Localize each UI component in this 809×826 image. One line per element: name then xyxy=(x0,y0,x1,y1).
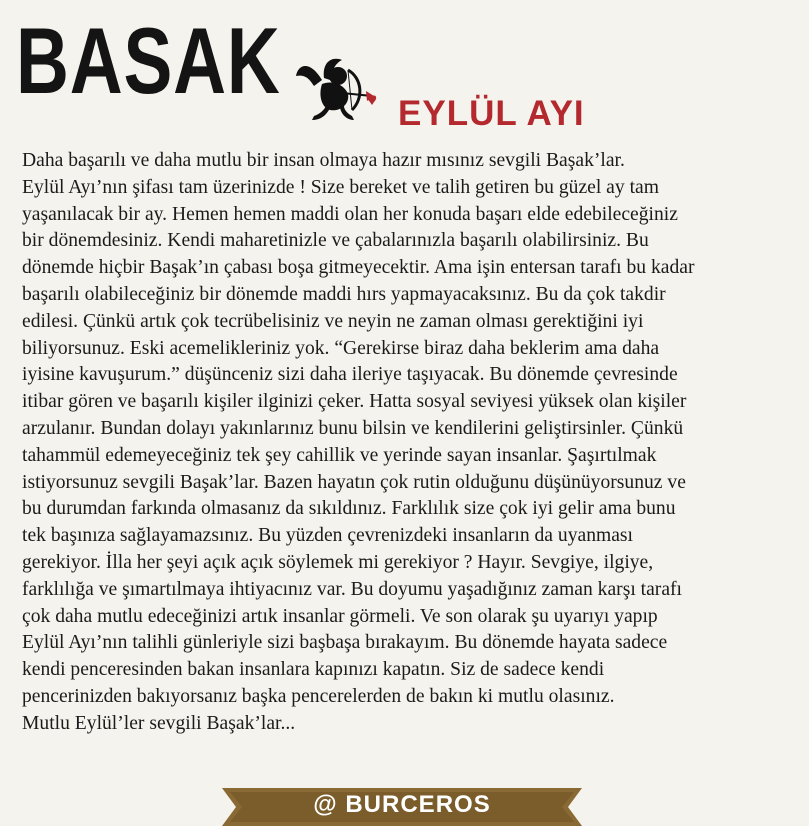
text-line: Mutlu Eylül’ler sevgili Başak’lar... xyxy=(22,712,296,734)
text-line: bu durumdan farkında olmasanız da sıkıldınız. Farklılık size çok iyi gelir ama bunu xyxy=(22,498,676,520)
text-line: gerekiyor. İlla her şeyi açık açık söylemek mi gerekiyor ? Hayır. Sevgiye, ilgiye, xyxy=(22,551,654,573)
text-line: dönemde hiçbir Başak’ın çabası boşa gitmeyecektir. Ama işin entersan tarafı bu kadar xyxy=(22,257,695,279)
page-subtitle: EYLÜL AYI xyxy=(398,94,585,133)
text-line: Eylül Ayı’nın talihli günleriyle sizi başbaşa bırakayım. Bu dönemde hayata sadece xyxy=(22,632,668,654)
text-line: itibar gören ve başarılı kişiler ilginizi çeker. Hatta sosyal seviyesi yüksek olan kişiler xyxy=(22,391,687,413)
cupid-icon xyxy=(292,50,382,128)
text-line: kendi penceresinden bakan insanlara kapınızı kapatın. Siz de sadece kendi xyxy=(22,659,605,681)
text-line: arzulanır. Bundan dolayı yakınlarınız bunu bilsin ve kendilerini geliştirsinler. Çünkü xyxy=(22,417,684,439)
text-line: pencerinizden bakıyorsanız başka pencerelerden de bakın ki mutlu olasınız. xyxy=(22,685,615,707)
horoscope-text xyxy=(22,148,802,738)
text-line: tahammül edemeyeceğiniz tek şey cahillik ve yerinde sayan insanlar. Şaşırtılmak xyxy=(22,444,657,466)
text-line: Daha başarılı ve daha mutlu bir insan olmaya hazır mısınız sevgili Başak’lar. xyxy=(22,150,625,171)
credit-banner xyxy=(222,784,582,826)
text-line: tek başınıza sağlayamazsınız. Bu yüzden çevrenizdeki insanların da uyanması xyxy=(22,525,633,547)
text-line: iyisine kavuşurum.” düşünceniz sizi daha ileriye taşıyacak. Bu dönemde çevresinde xyxy=(22,364,678,386)
text-line: bir dönemdesiniz. Kendi maharetinizle ve çabalarınızla başarılı olabilirsiniz. Bu xyxy=(22,230,649,252)
text-line: yaşanılacak bir ay. Hemen hemen maddi olan her konuda başarı elde edebileceğiniz xyxy=(22,203,678,225)
text-line: başarılı olabileceğiniz bir dönemde maddi hırs yapmayacaksınız. Bu da çok takdir xyxy=(22,283,666,305)
credit-label: @ BURCEROS xyxy=(313,791,491,818)
text-line: çok daha mutlu edeceğinizi artık insanlar görmeli. Ve son olarak şu uyarıyı yapıp xyxy=(22,605,658,627)
text-line: farklılığa ve şımartılmaya ihtiyacınız var. Bu doyumu yaşadığınız zaman karşı tarafı xyxy=(22,578,682,600)
text-line: biliyorsunuz. Eski acemelikleriniz yok. “Gerekirse biraz daha beklerim ama daha xyxy=(22,337,660,359)
page-title: BASAK xyxy=(16,8,281,113)
text-line: istiyorsunuz sevgili Başak’lar. Bazen hayatın çok rutin olduğunu düşünüyorsunuz ve xyxy=(22,471,686,493)
text-line: Eylül Ayı’nın şifası tam üzerinizde ! Size bereket ve talih getiren bu güzel ay tam xyxy=(22,176,659,198)
text-line: edilesi. Çünkü artık çok tecrübelisiniz ve neyin ne zaman olması gerektiğini iyi xyxy=(22,310,644,332)
